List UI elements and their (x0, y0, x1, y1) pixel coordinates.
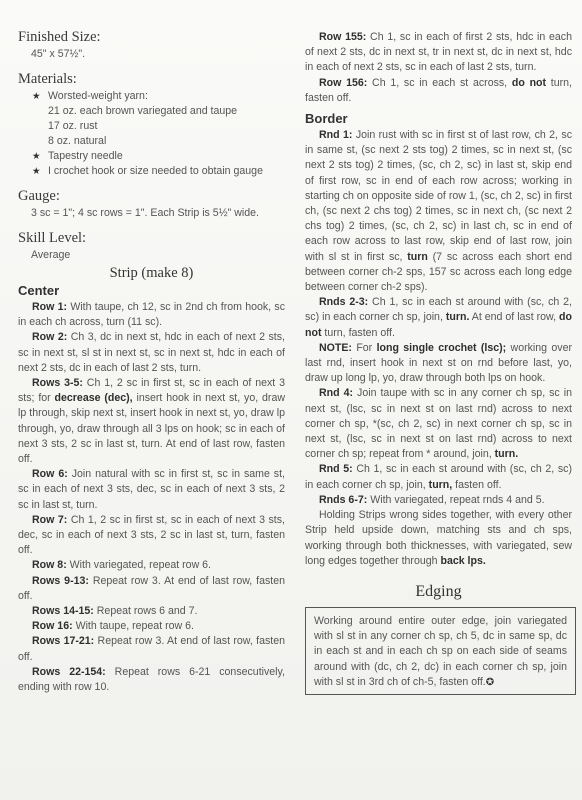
instruction-paragraph (305, 128, 572, 295)
instruction-text: At end of last row, (469, 311, 560, 324)
center-heading: Center (18, 283, 60, 298)
row-label: Row 6: (32, 468, 68, 481)
emphasis-text: do not (511, 76, 547, 89)
materials-item: ★ I crochet hook or size needed to obtain gauge (18, 164, 285, 179)
instruction-text: (7 sc across each short end between corner ch-2 sps, 157 sc across each long edge between corner ch-2 sps). (305, 250, 572, 294)
row-label: Rows 14-15: (32, 605, 94, 618)
instruction-text: Repeat row 3. At end of last row, fasten off. (18, 574, 286, 602)
instruction-text: Ch 3, dc in next st, hdc in each of next 2 sts, sc in next st, sl st in next st, sc in next st, hdc in each of next 2 sts, dc in each of last 2 sts, turn. (18, 331, 285, 374)
instruction-paragraph (18, 634, 285, 664)
instruction-paragraph (18, 619, 285, 634)
instruction-text: With taupe, repeat row 6. (72, 620, 194, 633)
instruction-text: Join natural with sc in first st, sc in same st, sc in each of next 3 sts, dec, sc in each of next 3 sts, 2 sc in last st, turn. (18, 468, 285, 511)
instruction-text: working over last rnd, insert hook in next st on rnd before last, yo, draw up long lp, yo, draw through both lps on hook. (305, 341, 573, 385)
instruction-text: Repeat rows 6-21 consecutively, ending with row 10. (18, 665, 285, 694)
instruction-paragraph (18, 558, 285, 573)
final-rows-instructions (305, 30, 572, 106)
materials-item: 17 oz. rust (48, 120, 98, 132)
emphasis-text: turn (407, 250, 428, 263)
row-label: Rnd 4: (319, 387, 354, 400)
materials-item: ★ Tapestry needle (18, 149, 285, 164)
row-label: NOTE: (319, 341, 352, 354)
instruction-text: Ch 1, sc in each st around with (sc, ch 2, sc) in each corner ch sp, join, (305, 463, 572, 491)
edging-box (305, 607, 576, 695)
emphasis-text: turn. (494, 448, 519, 461)
gauge-section (18, 187, 285, 221)
instruction-text: With taupe, ch 12, sc in 2nd ch from hook, sc in each ch across, turn (11 sc). (18, 301, 285, 329)
instruction-text: turn, fasten off. (321, 326, 395, 339)
row-label: Row 8: (32, 559, 67, 572)
instruction-paragraph (18, 665, 285, 695)
instruction-text: Repeat row 3. At end of last row, fasten off. (18, 635, 285, 663)
instruction-text: With variegated, repeat rnds 4 and 5. (367, 493, 545, 506)
instruction-text: fasten off. (452, 478, 502, 491)
instruction-paragraph (305, 341, 572, 387)
row-label: Row 1: (32, 301, 68, 313)
instruction-text: With variegated, repeat row 6. (66, 559, 211, 572)
gauge-heading: Gauge: (18, 188, 60, 204)
end-star-icon: ✪ (485, 676, 495, 688)
materials-section (18, 70, 285, 179)
edging-instruction: Working around entire outer edge, join variegated with sl st in any corner ch sp, ch 5, dc in same sp, dc in each st and in each ch sp on each side of seams around with (dc, ch 2, dc) in each corner ch sp, join with sl st in 3rd ch of ch-5, fasten off. (314, 614, 567, 688)
instruction-text: Ch 1, 2 sc in first st, sc in each of next 3 sts; for (18, 377, 285, 405)
row-label: Row 7: (32, 513, 68, 526)
emphasis-text: decrease (dec), (54, 392, 133, 405)
border-heading: Border (305, 111, 348, 127)
instruction-paragraph (18, 467, 285, 513)
finished-size-heading: Finished Size: (18, 29, 101, 45)
instruction-paragraph (305, 295, 572, 341)
row-label: Rows 3-5: (32, 377, 83, 390)
emphasis-text: back lps. (440, 554, 486, 567)
row-label: Row 155: (319, 31, 367, 43)
instruction-text: Holding Strips wrong sides together, with every other Strip held upside down, matching sts and ch sps, working through both thicknesses, with variegated, sew long edges together through (305, 509, 572, 567)
instruction-text: Join rust with sc in first st of last row, ch 2, sc in same st, (sc next 2 sts tog) 2 times, sc in next st, (sc next 2 sts tog) 2 times, (sc, ch 2, sc) in last st, skip end of first row, sc in end of each row across; working in starting ch on opposite side of row 1, (sc, ch 2, sc) in first ch, (sc next 2 chs tog) 2 times, sc in next ch, (sc next 2 chs tog) 2 times, (sc, ch 2, sc) in last ch, sc in end of each row across to last row, skip end of last row, join with sl st in first sc, (305, 129, 572, 263)
instruction-text: Ch 1, 2 sc in first st, sc in each of next 3 sts, dec, sc in each of next 3 sts, 2 sc in last st, turn, fasten off. (18, 513, 285, 557)
instruction-text: For (351, 341, 377, 354)
emphasis-text: do not (305, 311, 572, 339)
row-label: Rows 17-21: (32, 635, 95, 648)
instruction-paragraph (18, 300, 285, 330)
instruction-paragraph (18, 604, 285, 619)
gauge-value: 3 sc = 1"; 4 sc rows = 1". Each Strip is 5½" wide. (31, 207, 259, 219)
instruction-text: Repeat rows 6 and 7. (93, 605, 198, 618)
instruction-paragraph (305, 386, 572, 462)
row-label: Rows 22-154: (32, 665, 106, 678)
materials-item: 21 oz. each brown variegated and taupe (48, 105, 238, 117)
skill-heading: Skill Level: (18, 230, 87, 246)
materials-item: ★ Worsted-weight yarn: (18, 89, 285, 104)
edging-text (314, 614, 567, 690)
instruction-paragraph (18, 330, 285, 376)
skill-value: Average (31, 249, 71, 261)
edging-title: Edging (415, 582, 462, 600)
instruction-text: Ch 1, sc in each st around with (sc, ch 2, sc) in each corner ch sp, join, (305, 296, 572, 324)
instruction-text: Ch 1, sc in each of first 2 sts, hdc in each of next 2 sts, dc in next st, tr in next st, dc in next st, hdc in each of next 2 sts, sc in each of last 2 sts, turn. (305, 31, 572, 74)
instruction-paragraph (305, 462, 572, 492)
skill-section (18, 229, 285, 263)
materials-heading: Materials: (18, 71, 77, 87)
instruction-paragraph (18, 513, 285, 559)
emphasis-text: turn. (445, 311, 470, 324)
center-instructions (18, 300, 285, 695)
row-label: Row 16: (32, 620, 73, 633)
emphasis-text: long single crochet (lsc); (376, 341, 507, 354)
border-instructions (305, 128, 572, 569)
finished-size-value: 45" x 57½". (31, 48, 86, 60)
instruction-text: Join taupe with sc in any corner ch sp, sc in next st, (lsc, sc in next st on last rnd) across to next corner ch sp, *(sc, ch 2, sc) in next corner ch sp, sc in next st, (lsc, sc in next st on last rnd) across to next corner ch sp; repeat from * around, join, (305, 387, 572, 461)
row-label: Rnds 6-7: (319, 493, 368, 506)
instruction-text: Ch 1, sc in each st across, (367, 76, 512, 89)
row-label: Rnds 2-3: (319, 296, 369, 309)
strip-title: Strip (make 8) (109, 265, 194, 281)
instruction-paragraph (18, 574, 285, 604)
row-label: Rnd 1: (319, 129, 353, 142)
row-label: Row 2: (32, 331, 68, 344)
materials-item: 8 oz. natural (48, 135, 107, 147)
instruction-text: turn, fasten off. (305, 76, 572, 104)
left-column (0, 0, 291, 695)
instruction-paragraph (305, 508, 572, 569)
instruction-paragraph (305, 30, 572, 76)
row-label: Row 156: (319, 76, 368, 89)
instruction-paragraph (305, 493, 572, 508)
row-label: Rows 9-13: (32, 574, 89, 587)
right-column (291, 0, 582, 695)
row-label: Rnd 5: (319, 463, 353, 476)
instruction-paragraph (18, 376, 285, 467)
instruction-paragraph (305, 76, 572, 106)
materials-list (18, 89, 285, 179)
emphasis-text: turn, (428, 478, 453, 491)
instruction-text: insert hook in next st, yo, draw lp through, skip next st, insert hook in next st, yo, draw lp through, yo, draw through all 3 lps on hook; sc in each of next 3 sts, 2 sc in last st, turn. At end of last row, fasten off. (18, 392, 285, 466)
finished-size-section (18, 28, 285, 62)
